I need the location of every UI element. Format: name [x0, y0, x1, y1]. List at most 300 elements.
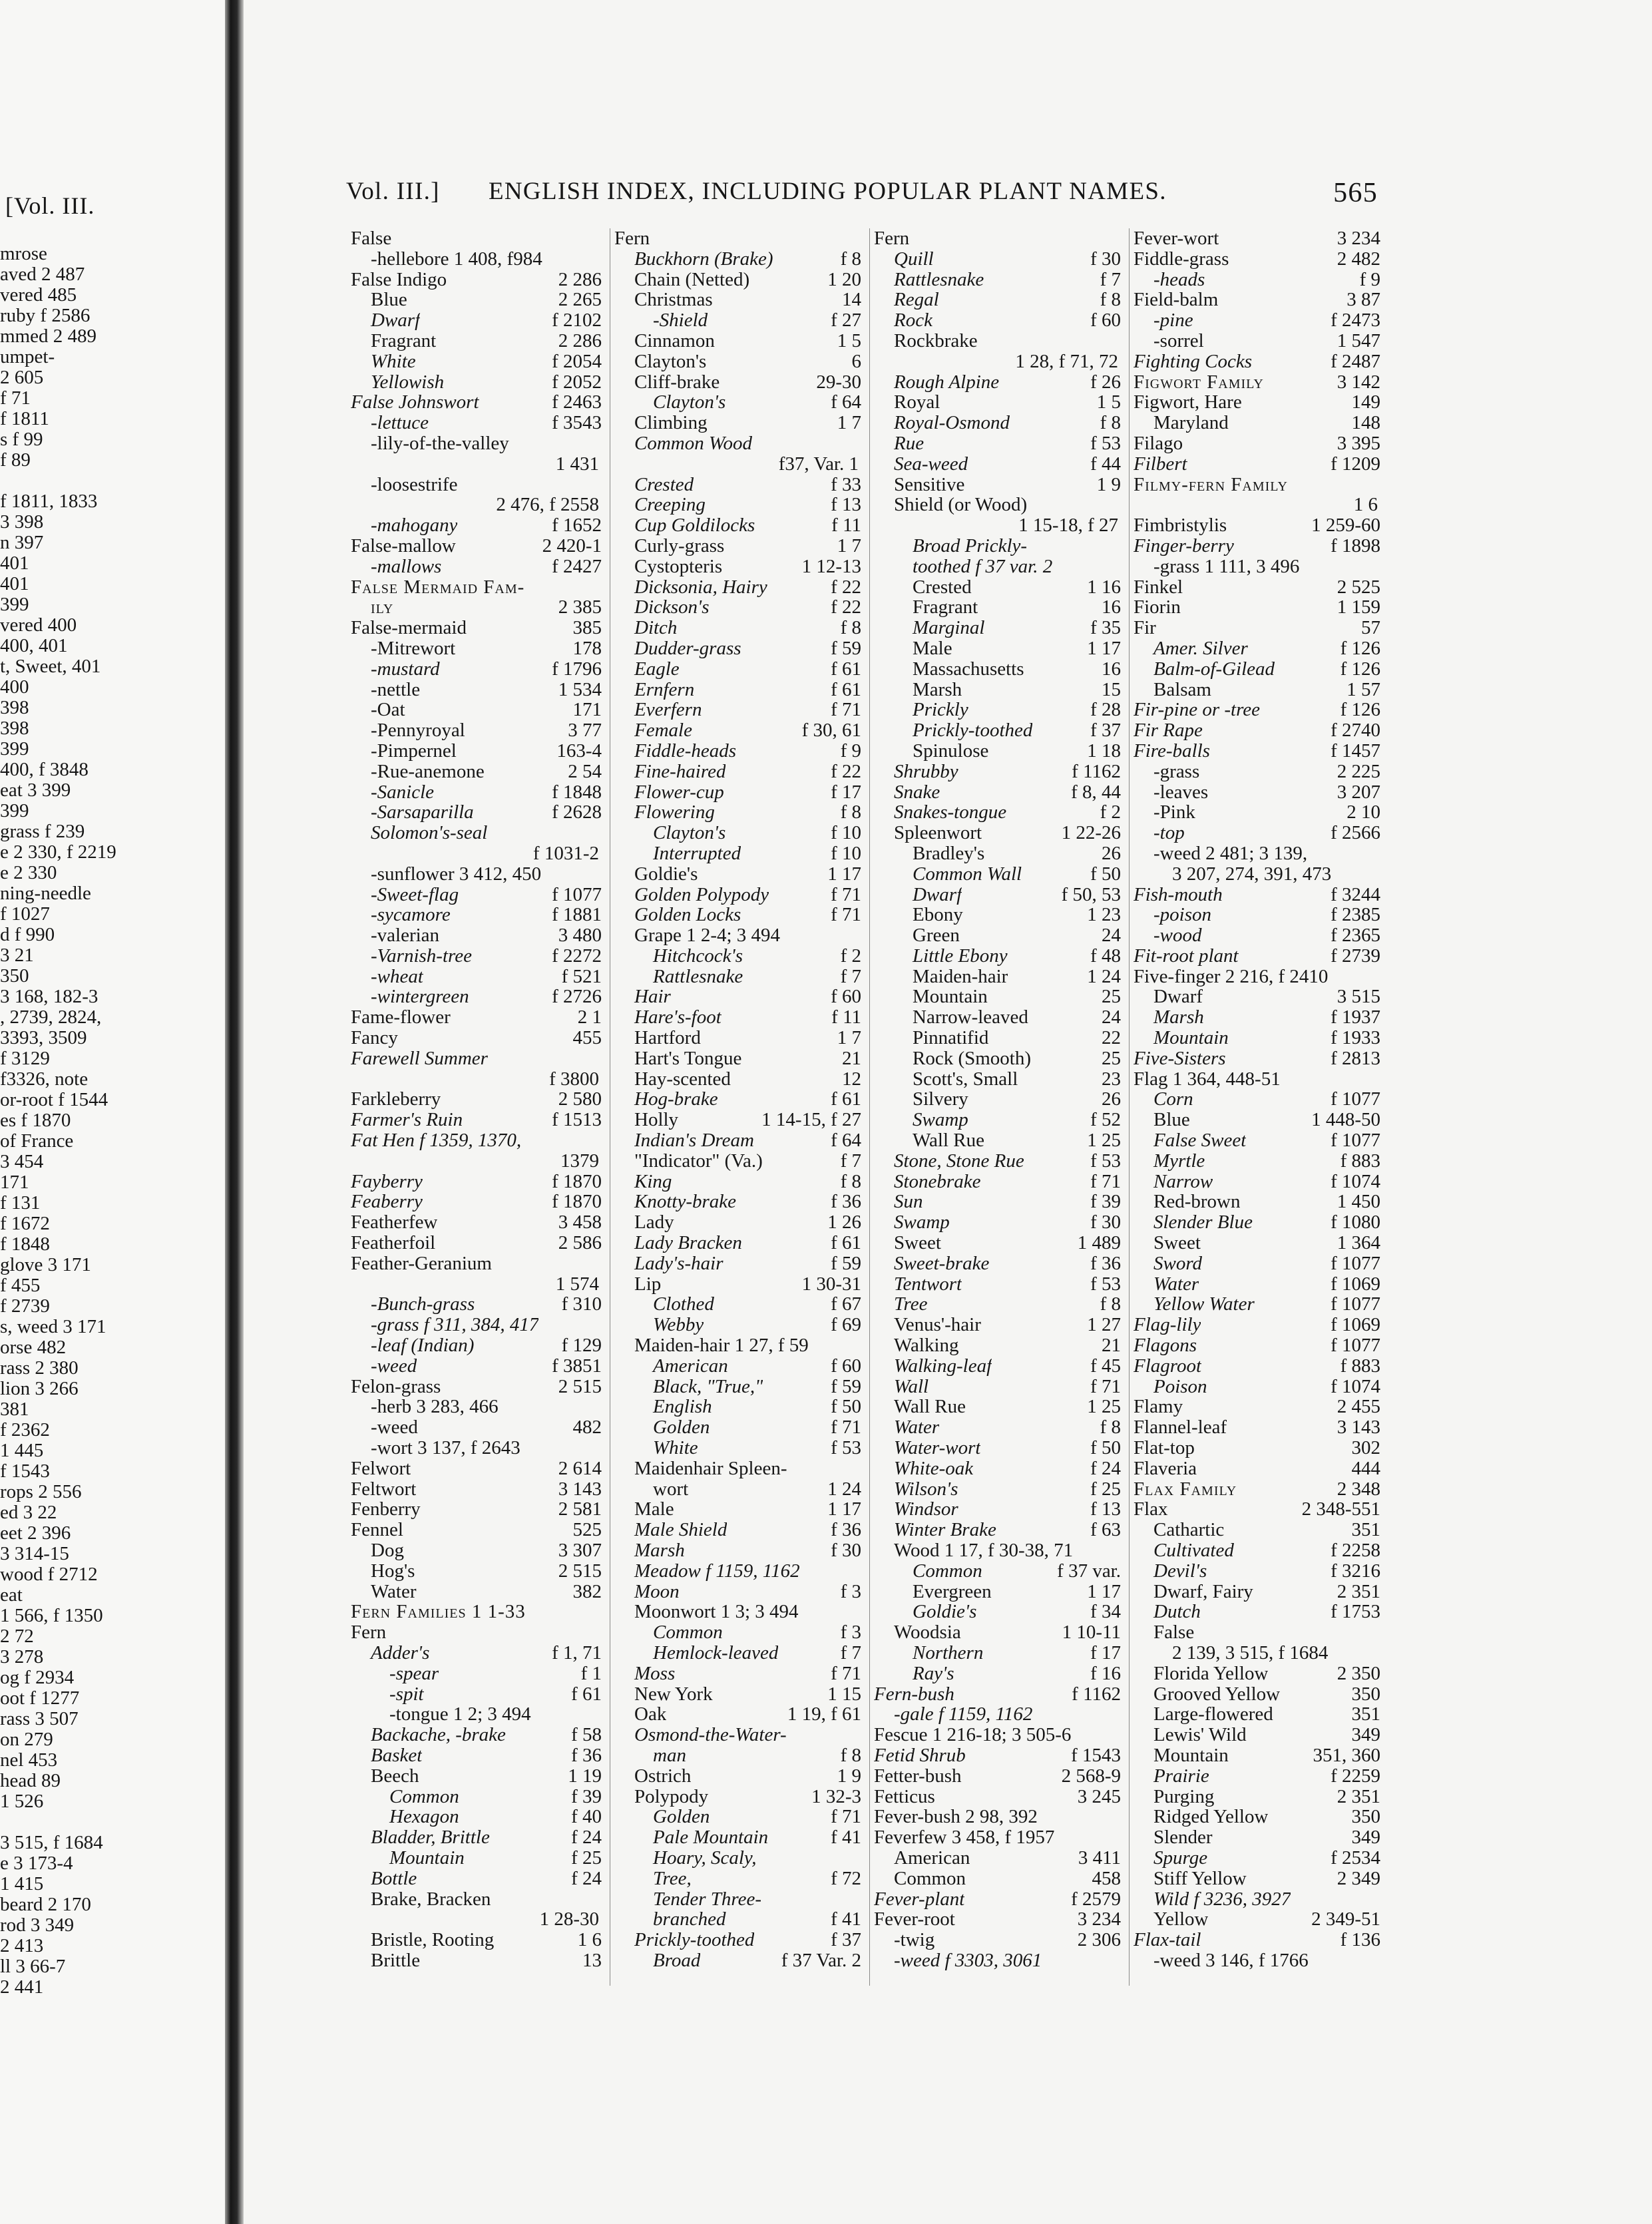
- index-entry: [351, 802, 602, 823]
- index-entry: [614, 1335, 861, 1356]
- index-entry: [614, 1028, 861, 1048]
- entry-reference: f 30: [1090, 248, 1121, 270]
- index-entry: [874, 1294, 1121, 1315]
- entry-term: Grooved Yellow: [1153, 1683, 1281, 1705]
- entry-term: Cystopteris: [634, 556, 723, 577]
- entry-reference: 525: [572, 1519, 602, 1541]
- entry-reference: f 17: [831, 781, 861, 803]
- entry-reference: [598, 1048, 602, 1069]
- entry-reference: [1376, 967, 1380, 987]
- index-entry: [874, 577, 1121, 598]
- entry-term: Maiden-hair: [913, 966, 1008, 987]
- entry-term: English: [653, 1397, 712, 1418]
- entry-reference: 57: [1361, 617, 1380, 639]
- entry-term: Flax: [1134, 1499, 1168, 1520]
- index-entry: [351, 351, 602, 372]
- index-entry: [1134, 1499, 1380, 1520]
- entry-reference: 1 5: [1096, 391, 1121, 413]
- entry-term: Female: [634, 720, 692, 741]
- entry-reference: 2 286: [558, 268, 602, 290]
- left-fragment-line: or-root f 1544: [0, 1090, 108, 1110]
- entry-reference: 350: [1351, 1683, 1380, 1705]
- index-entry: [614, 1479, 861, 1500]
- entry-term: Stiff Yellow: [1153, 1868, 1247, 1889]
- index-entry: [1134, 1377, 1380, 1397]
- index-entry: [614, 372, 861, 393]
- entry-term: Prickly-toothed: [913, 720, 1033, 741]
- index-entry: [351, 1520, 602, 1540]
- entry-reference: [857, 1335, 861, 1356]
- index-entry: [1134, 331, 1380, 351]
- entry-term: Clayton's: [653, 823, 726, 843]
- index-entry: [874, 1540, 1121, 1561]
- index-entry: [351, 885, 602, 905]
- index-entry: [874, 1315, 1121, 1335]
- left-fragment-line: 2 72: [0, 1626, 34, 1647]
- entry-term: Buckhorn (Brake): [634, 248, 773, 270]
- entry-reference: [1376, 1643, 1380, 1664]
- index-entry: [874, 1909, 1121, 1930]
- entry-reference: f 1, 71: [552, 1642, 602, 1664]
- entry-term: Indian's Dream: [634, 1130, 754, 1151]
- entry-term: -sycamore: [371, 905, 451, 926]
- entry-term: Figwort Family: [1134, 371, 1264, 393]
- entry-reference: f 25: [1090, 1478, 1121, 1500]
- left-fragment-line: 401: [0, 553, 29, 574]
- entry-term: Marginal: [913, 618, 985, 638]
- left-fragment-line: beard 2 170: [0, 1894, 91, 1915]
- index-entry: [1134, 1253, 1380, 1274]
- entry-reference: [1117, 1807, 1121, 1827]
- index-entry: [351, 1172, 602, 1192]
- index-entry: [351, 1212, 602, 1233]
- entry-term: wort: [653, 1478, 689, 1500]
- entry-term: "Indicator" (Va.): [634, 1150, 763, 1172]
- index-entry: [351, 228, 602, 249]
- entry-reference: 3 234: [1337, 228, 1380, 249]
- entry-term: Royal-Osmond: [894, 413, 1010, 433]
- entry-term: Pinnatifid: [913, 1028, 989, 1048]
- entry-term: Finger-berry: [1134, 535, 1234, 556]
- entry-reference: f 36: [571, 1744, 602, 1766]
- index-entry: [351, 1294, 602, 1315]
- entry-term: Common: [913, 1560, 982, 1582]
- index-entry: [614, 556, 861, 577]
- index-entry: [1134, 987, 1380, 1007]
- index-entry: [874, 1069, 1121, 1090]
- entry-reference: f 22: [831, 576, 861, 598]
- entry-term: Flat-top: [1134, 1438, 1195, 1458]
- left-fragment-line: e 3 173-4: [0, 1853, 73, 1874]
- index-entry: [351, 413, 602, 433]
- entry-reference: f 48: [1090, 945, 1121, 967]
- entry-term: Chain (Netted): [634, 269, 750, 290]
- entry-term: 2 139, 3 515, f 1684: [1172, 1642, 1329, 1664]
- entry-reference: f 2740: [1331, 720, 1380, 742]
- entry-reference: 1 9: [1096, 473, 1121, 495]
- left-fragment-line: ruby f 2586: [0, 306, 91, 326]
- left-fragment-line: 2 413: [0, 1936, 44, 1956]
- entry-term: Water: [894, 1417, 940, 1439]
- entry-reference: f 7: [840, 1150, 861, 1172]
- index-entry: [351, 843, 602, 864]
- entry-reference: f 521: [561, 965, 602, 987]
- index-entry: [351, 249, 602, 270]
- entry-reference: f 3244: [1331, 883, 1380, 905]
- entry-term: Shield (or Wood): [894, 495, 1028, 516]
- index-entry: [351, 1622, 602, 1643]
- entry-term: Fancy: [351, 1028, 398, 1048]
- index-entry: [614, 433, 861, 454]
- entry-reference: f 8: [840, 248, 861, 270]
- entry-reference: 482: [572, 1417, 602, 1439]
- entry-term: Dwarf: [913, 884, 962, 905]
- index-entry: [614, 618, 861, 638]
- entry-term: Spinulose: [913, 740, 989, 762]
- entry-term: Hog-brake: [634, 1089, 718, 1110]
- entry-reference: f 2272: [552, 945, 602, 967]
- entry-term: False Johnswort: [351, 392, 479, 413]
- entry-reference: 2 515: [558, 1560, 602, 1582]
- entry-term: Hay-scented: [634, 1068, 731, 1090]
- entry-reference: f 2813: [1331, 1047, 1380, 1069]
- entry-term: Moon: [634, 1581, 680, 1602]
- entry-reference: f 2487: [1331, 350, 1380, 372]
- index-entry: [614, 1561, 861, 1582]
- entry-term: Water-wort: [894, 1438, 981, 1458]
- entry-reference: 1 10-11: [1062, 1622, 1121, 1644]
- index-entry: [351, 762, 602, 782]
- entry-term: False: [351, 228, 392, 249]
- index-entry: [1134, 1807, 1380, 1827]
- entry-term: man: [653, 1745, 686, 1766]
- entry-reference: 1379: [560, 1150, 599, 1172]
- entry-term: Silvery: [913, 1089, 968, 1110]
- entry-reference: f 50: [1090, 1437, 1121, 1459]
- entry-reference: [1117, 556, 1121, 577]
- entry-reference: [598, 228, 602, 249]
- entry-reference: 351: [1351, 1519, 1380, 1541]
- entry-reference: f 3851: [552, 1355, 602, 1377]
- entry-reference: f 22: [831, 760, 861, 782]
- entry-reference: [598, 249, 602, 270]
- entry-term: -leaf (Indian): [371, 1335, 475, 1356]
- entry-term: Clayton's: [634, 351, 707, 372]
- entry-reference: f 7: [840, 1642, 861, 1664]
- entry-reference: 2 348-551: [1301, 1498, 1380, 1520]
- index-entry: [1134, 1151, 1380, 1172]
- index-entry: [614, 475, 861, 495]
- entry-term: Rock (Smooth): [913, 1048, 1032, 1069]
- entry-reference: f 126: [1340, 699, 1380, 721]
- entry-term: Bradley's: [913, 843, 985, 864]
- entry-term: Flag-lily: [1134, 1315, 1201, 1336]
- entry-term: Dog: [371, 1540, 404, 1561]
- entry-reference: f 36: [1090, 1252, 1121, 1274]
- index-entry: [614, 864, 861, 885]
- left-fragment-line: eat: [0, 1585, 23, 1606]
- index-entry: [614, 1048, 861, 1069]
- index-entry: [1134, 577, 1380, 598]
- entry-reference: [598, 475, 602, 495]
- entry-term: Holly: [634, 1110, 679, 1131]
- entry-term: Yellow: [1153, 1909, 1209, 1930]
- index-entry: [614, 782, 861, 803]
- index-entry: [874, 1582, 1121, 1602]
- index-entry: [351, 1950, 602, 1971]
- index-entry: [614, 351, 861, 372]
- entry-reference: f 2463: [552, 391, 602, 413]
- index-entry: [1134, 1869, 1380, 1889]
- entry-reference: f 1870: [552, 1170, 602, 1192]
- left-fragment-line: 3 314-15: [0, 1544, 69, 1564]
- entry-term: Dickson's: [634, 597, 710, 618]
- index-entry: [614, 967, 861, 987]
- entry-term: Bladder, Brittle: [371, 1827, 490, 1848]
- entry-reference: f 8: [1100, 1417, 1121, 1439]
- entry-term: Snake: [894, 781, 940, 803]
- entry-reference: f 1652: [552, 515, 602, 537]
- entry-reference: [598, 433, 602, 454]
- entry-term: Stone, Stone Rue: [894, 1150, 1024, 1172]
- index-entry: [351, 433, 602, 454]
- index-entry: [351, 1725, 602, 1745]
- index-entry: [874, 905, 1121, 925]
- left-fragment-line: aved 2 487: [0, 264, 85, 285]
- entry-reference: f 24: [1090, 1457, 1121, 1479]
- entry-term: Cathartic: [1153, 1520, 1225, 1540]
- entry-reference: 1 24: [1087, 965, 1121, 987]
- entry-reference: 2 1: [577, 1006, 602, 1028]
- entry-reference: 21: [1102, 1335, 1121, 1357]
- entry-reference: f 37: [831, 1929, 861, 1951]
- entry-reference: 15: [1102, 678, 1121, 700]
- entry-term: False-mermaid: [351, 618, 467, 638]
- index-entry: [614, 1540, 861, 1561]
- entry-term: -grass f 311, 384, 417: [371, 1315, 539, 1336]
- index-entry: [351, 1684, 602, 1705]
- entry-term: -Rue-anemone: [371, 761, 485, 782]
- index-entry: [1134, 1397, 1380, 1417]
- index-entry: [1134, 1766, 1380, 1787]
- entry-reference: f 71: [1090, 1375, 1121, 1397]
- index-entry: [1134, 1069, 1380, 1090]
- entry-term: Mountain: [1153, 1745, 1229, 1766]
- entry-term: Fern: [351, 1622, 387, 1643]
- entry-reference: f 53: [1090, 1273, 1121, 1295]
- entry-term: Webby: [653, 1315, 704, 1336]
- entry-term: Fine-haired: [634, 761, 726, 782]
- entry-term: -loosestrife: [371, 474, 458, 495]
- index-entry: [614, 823, 861, 843]
- entry-reference: f 61: [831, 678, 861, 700]
- entry-term: Devil's: [1153, 1560, 1207, 1582]
- left-fragment-line: s f 99: [0, 429, 43, 450]
- entry-reference: 1 25: [1087, 1396, 1121, 1418]
- entry-reference: 2 225: [1337, 760, 1380, 782]
- index-entry: [1134, 1582, 1380, 1602]
- entry-reference: f 3543: [552, 412, 602, 434]
- index-entry: [614, 1909, 861, 1930]
- entry-reference: f 71: [831, 1806, 861, 1828]
- entry-reference: f 50, 53: [1061, 883, 1121, 905]
- entry-term: -Sarsaparilla: [371, 802, 474, 823]
- entry-term: toothed f 37 var. 2: [913, 556, 1053, 577]
- entry-term: Meadow f 1159, 1162: [634, 1560, 800, 1582]
- entry-reference: 26: [1102, 1088, 1121, 1110]
- index-entry: [351, 475, 602, 495]
- index-entry: [1134, 1909, 1380, 1930]
- entry-reference: f 7: [840, 965, 861, 987]
- index-entry: [614, 638, 861, 659]
- entry-term: Interrupted: [653, 843, 741, 864]
- entry-term: Marsh: [913, 679, 962, 700]
- index-entry: [1134, 1787, 1380, 1807]
- entry-term: Wood 1 17, f 30-38, 71: [894, 1540, 1074, 1561]
- index-entry: [1134, 1438, 1380, 1458]
- entry-term: Fighting Cocks: [1134, 351, 1253, 372]
- entry-reference: f 2258: [1331, 1540, 1380, 1561]
- entry-term: -top: [1153, 823, 1185, 843]
- entry-term: Royal: [894, 392, 940, 413]
- entry-reference: 1 534: [558, 678, 602, 700]
- entry-term: Venus'-hair: [894, 1315, 981, 1336]
- entry-term: Woodsia: [894, 1622, 961, 1643]
- entry-reference: [598, 1602, 602, 1622]
- entry-reference: 163-4: [556, 740, 602, 762]
- entry-reference: [1117, 331, 1121, 351]
- entry-reference: 16: [1102, 658, 1121, 680]
- entry-reference: 1 7: [837, 1027, 861, 1049]
- entry-reference: f 1848: [552, 781, 602, 803]
- index-entry: [874, 762, 1121, 782]
- index-entry: [874, 1192, 1121, 1212]
- entry-reference: [1117, 1540, 1121, 1561]
- index-entry: [874, 351, 1121, 372]
- index-entry: [351, 823, 602, 843]
- index-entry: [614, 392, 861, 413]
- entry-term: Scott's, Small: [913, 1068, 1018, 1090]
- index-entry: [1134, 1520, 1380, 1540]
- index-entry: [874, 700, 1121, 720]
- entry-reference: f 16: [1090, 1662, 1121, 1684]
- entry-term: Fern-bush: [874, 1683, 954, 1705]
- entry-reference: f 1080: [1331, 1212, 1380, 1233]
- entry-reference: 3 87: [1346, 289, 1380, 311]
- entry-term: Dicksonia, Hairy: [634, 576, 767, 598]
- index-entry: [614, 1930, 861, 1950]
- entry-reference: f 1937: [1331, 1006, 1380, 1028]
- entry-term: Blue: [371, 290, 407, 311]
- entry-reference: 1 12-13: [801, 555, 861, 577]
- entry-reference: 1 16: [1087, 576, 1121, 598]
- entry-reference: f 1074: [1331, 1375, 1380, 1397]
- entry-reference: f 310: [561, 1293, 602, 1315]
- entry-reference: 1 17: [1087, 637, 1121, 659]
- index-entry: [614, 290, 861, 310]
- entry-reference: 24: [1102, 925, 1121, 947]
- entry-reference: 1 574: [555, 1273, 599, 1295]
- entry-term: Feather-Geranium: [351, 1253, 492, 1274]
- index-entry: [874, 987, 1121, 1007]
- index-entry: [1134, 1540, 1380, 1561]
- index-entry: [1134, 1602, 1380, 1622]
- index-entry: [351, 1909, 602, 1930]
- entry-reference: f 2259: [1331, 1765, 1380, 1787]
- index-entry: [614, 577, 861, 598]
- entry-reference: f 30, 61: [801, 720, 861, 742]
- index-entry: [351, 1869, 602, 1889]
- index-entry: [614, 1274, 861, 1295]
- index-entry: [614, 1643, 861, 1664]
- entry-reference: 24: [1102, 1006, 1121, 1028]
- index-entry: [351, 1192, 602, 1212]
- entry-term: Rock: [894, 310, 932, 331]
- entry-reference: f 3216: [1331, 1560, 1380, 1582]
- left-fragment-line: 3 168, 182-3: [0, 987, 99, 1007]
- entry-term: Flagroot: [1134, 1355, 1202, 1377]
- entry-term: Northern: [913, 1642, 984, 1664]
- index-entry: [351, 577, 602, 598]
- volume-label: Vol. III.]: [346, 178, 440, 205]
- index-entry: [614, 1130, 861, 1151]
- entry-reference: 3 307: [558, 1540, 602, 1561]
- index-entry: [614, 1397, 861, 1417]
- entry-reference: 29-30: [816, 371, 861, 393]
- entry-term: Maryland: [1153, 413, 1229, 433]
- index-entry: [874, 454, 1121, 475]
- index-entry: [351, 597, 602, 618]
- entry-term: Stonebrake: [894, 1171, 981, 1192]
- index-entry: [614, 1622, 861, 1643]
- entry-reference: f 58: [571, 1724, 602, 1746]
- entry-reference: 1 9: [837, 1765, 861, 1787]
- index-entry: [874, 1520, 1121, 1540]
- entry-term: Fever-root: [874, 1909, 955, 1930]
- entry-reference: f 7: [1100, 268, 1121, 290]
- entry-reference: [857, 1725, 861, 1745]
- entry-term: Rockbrake: [894, 330, 978, 351]
- entry-term: Flannel-leaf: [1134, 1417, 1227, 1439]
- entry-reference: f 8: [840, 617, 861, 639]
- index-entry: [874, 638, 1121, 659]
- entry-reference: f 71: [831, 699, 861, 721]
- index-entry: [351, 270, 602, 290]
- index-entry: [614, 1848, 861, 1869]
- index-entry: [874, 1048, 1121, 1069]
- index-entry: [874, 823, 1121, 843]
- entry-term: Featherfew: [351, 1212, 438, 1233]
- index-entry: [1134, 1417, 1380, 1438]
- left-fragment-line: 3 398: [0, 512, 44, 533]
- entry-term: Slender Blue: [1153, 1212, 1253, 1233]
- index-entry: [1134, 1725, 1380, 1745]
- left-fragment-line: f 1811, 1833: [0, 491, 98, 512]
- entry-reference: 3 207: [1337, 781, 1380, 803]
- index-entry: [874, 1377, 1121, 1397]
- entry-reference: 1 448-50: [1311, 1109, 1380, 1131]
- entry-reference: f 8: [840, 1170, 861, 1192]
- index-columns: [351, 228, 1382, 1986]
- left-fragment-line: lion 3 266: [0, 1379, 79, 1399]
- entry-reference: 2 385: [558, 596, 602, 618]
- index-entry: [614, 925, 861, 946]
- entry-reference: 2 568-9: [1061, 1765, 1121, 1787]
- index-entry: [1134, 433, 1380, 454]
- entry-reference: 2 515: [558, 1375, 602, 1397]
- entry-reference: f 60: [1090, 310, 1121, 332]
- entry-term: -weed 3 146, f 1766: [1153, 1950, 1309, 1971]
